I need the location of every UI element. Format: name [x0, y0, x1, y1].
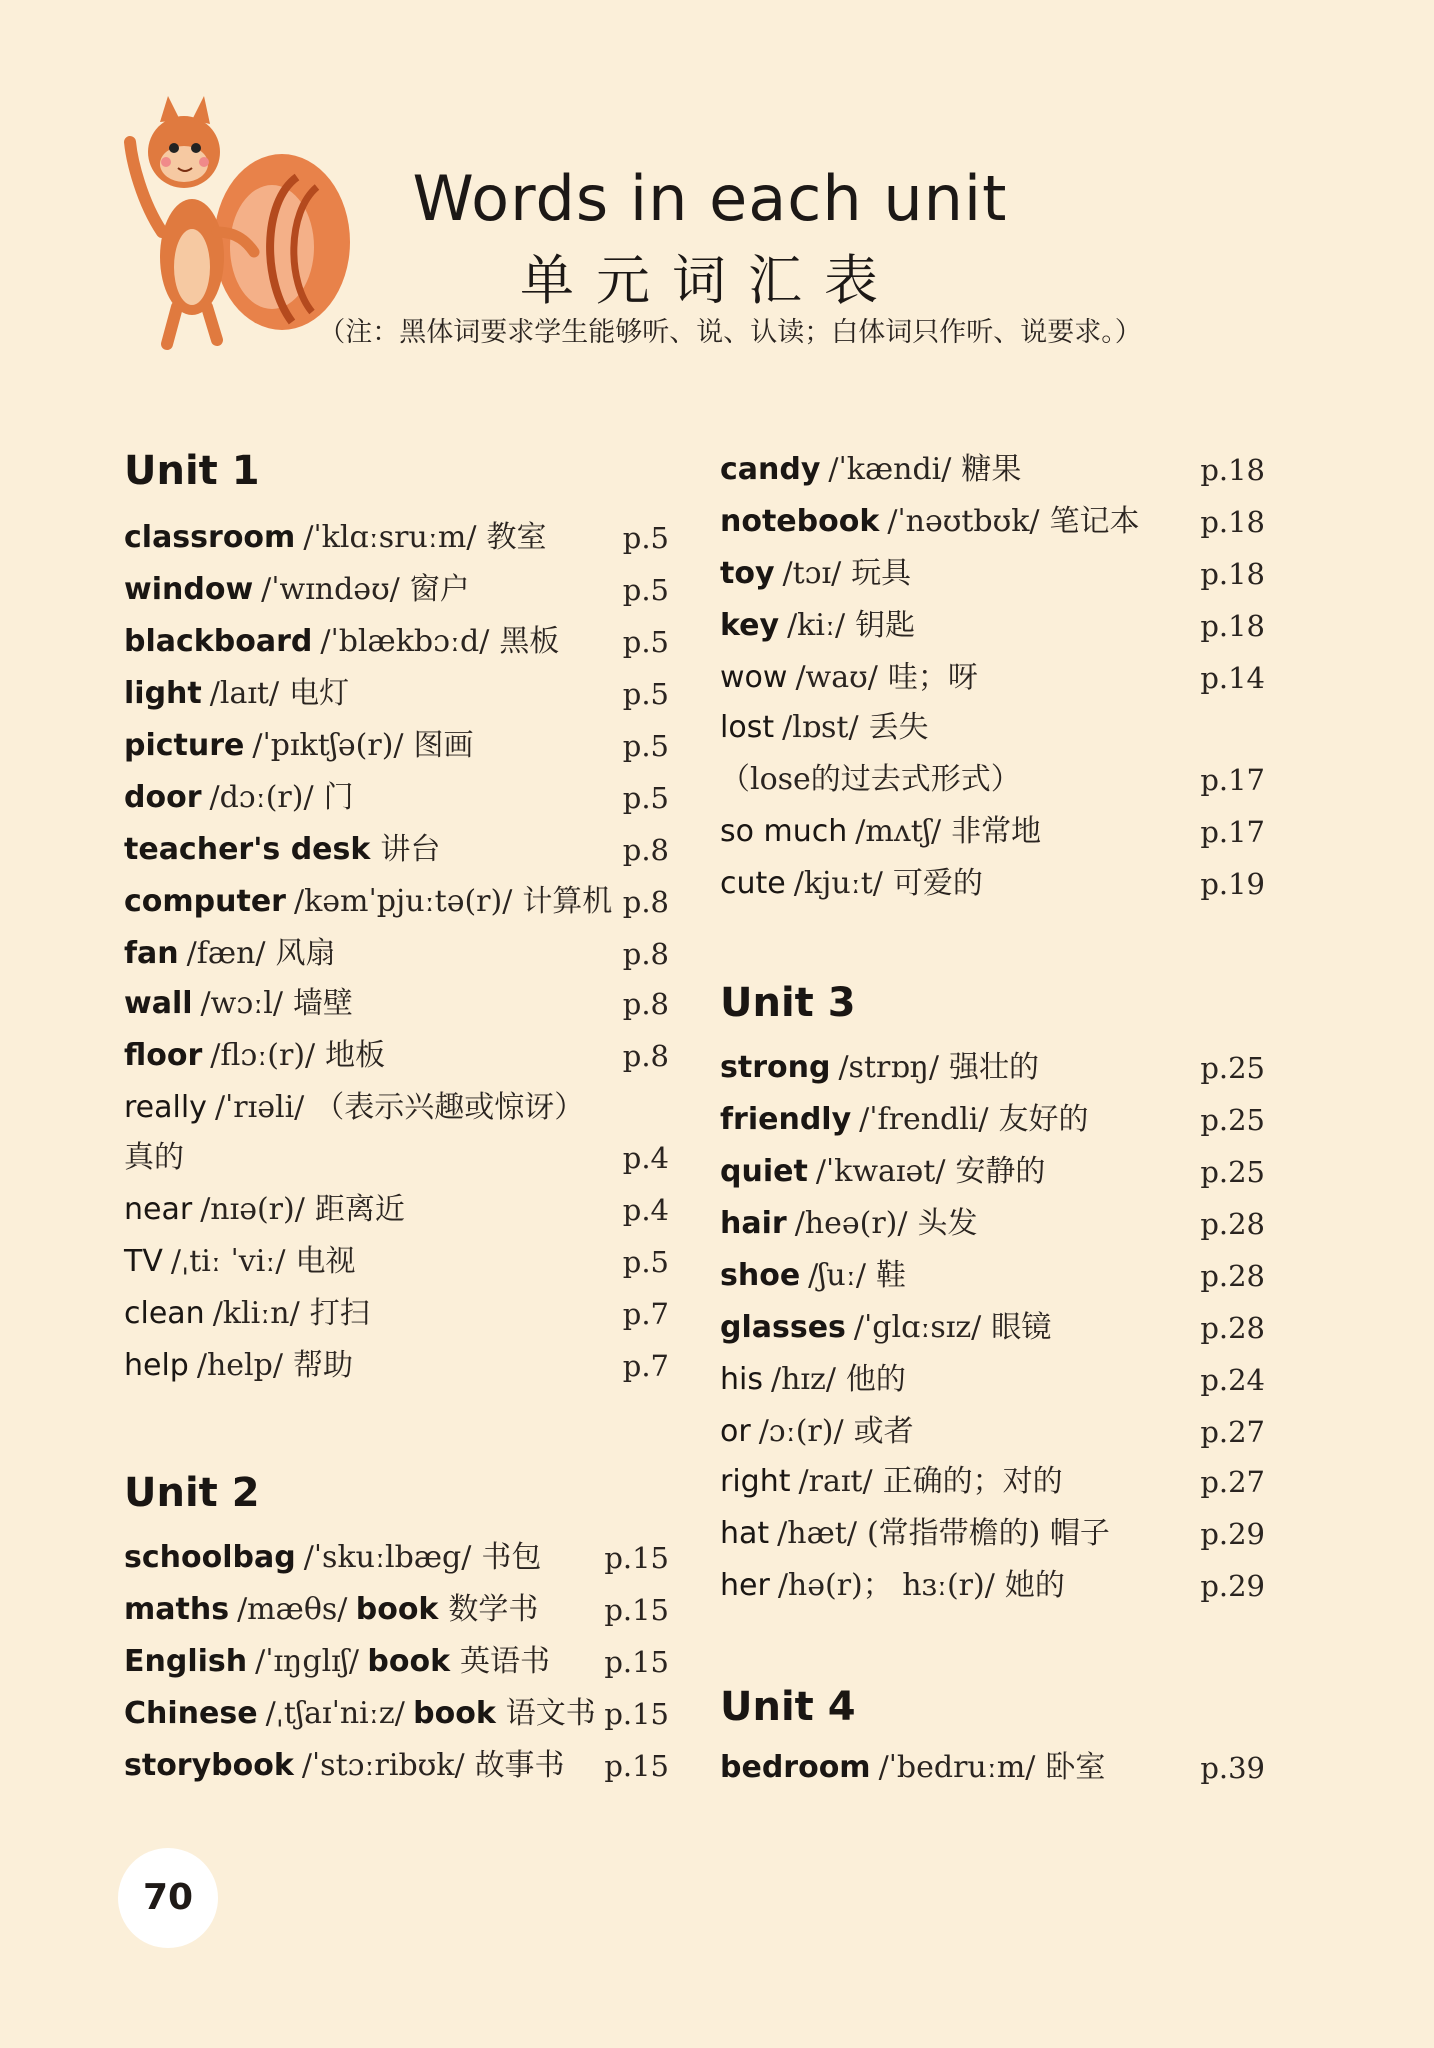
- vocab-word: blackboard: [124, 624, 313, 659]
- vocab-meaning: 哇；呀: [887, 660, 978, 695]
- vocab-word: bedroom: [720, 1750, 871, 1785]
- vocab-page: p.17: [1200, 763, 1265, 797]
- vocab-meaning: 图画: [413, 728, 474, 763]
- vocab-phonetic: /kiː/: [787, 608, 846, 643]
- vocab-entry: [720, 862, 1265, 906]
- vocab-meaning: 头发: [917, 1206, 978, 1241]
- vocab-entry: [124, 1034, 669, 1078]
- vocab-word-book: book: [355, 1592, 439, 1627]
- vocab-phonetic: /mʌtʃ/: [855, 814, 942, 849]
- vocab-meaning: 安静的: [955, 1154, 1046, 1189]
- vocab-word: glasses: [720, 1310, 846, 1345]
- vocab-page: p.5: [622, 781, 669, 815]
- vocab-entry: [720, 448, 1265, 492]
- vocab-word: his: [720, 1362, 763, 1397]
- unit-2-heading: Unit 2: [124, 1470, 260, 1516]
- vocab-page: p.29: [1200, 1569, 1265, 1603]
- vocab-word: English: [124, 1644, 248, 1679]
- vocab-phonetic: /mæθs/: [237, 1592, 348, 1627]
- vocab-entry: [124, 982, 669, 1026]
- vocab-meaning: 教室: [486, 520, 547, 555]
- vocab-word: quiet: [720, 1154, 808, 1189]
- vocab-page: p.5: [622, 729, 669, 763]
- vocab-page: p.29: [1200, 1517, 1265, 1551]
- vocab-phonetic: /strɒŋ/: [838, 1050, 939, 1085]
- vocab-word: strong: [720, 1050, 831, 1085]
- vocab-entry: [720, 1098, 1265, 1142]
- vocab-page: p.4: [622, 1193, 669, 1227]
- vocab-entry: [124, 620, 669, 664]
- vocab-word: so much: [720, 814, 848, 849]
- vocab-entry: [124, 516, 669, 560]
- vocab-entry: [720, 1410, 1265, 1454]
- vocab-meaning: 门: [323, 780, 354, 815]
- vocab-word: really: [124, 1090, 207, 1125]
- vocab-page: p.4: [622, 1141, 669, 1175]
- vocab-phonetic: /ˈkwaɪət/: [815, 1154, 946, 1189]
- vocab-entry: [124, 1640, 669, 1684]
- vocab-word: near: [124, 1192, 193, 1227]
- vocab-page: p.28: [1200, 1207, 1265, 1241]
- vocab-entry: [124, 880, 669, 924]
- vocab-phonetic: /dɔː(r)/: [209, 780, 314, 815]
- vocab-entry: [720, 552, 1265, 596]
- vocab-page: p.8: [622, 833, 669, 867]
- vocab-word: help: [124, 1348, 189, 1383]
- vocab-meaning: 计算机: [522, 884, 613, 919]
- vocab-page: p.25: [1200, 1051, 1265, 1085]
- vocab-word: shoe: [720, 1258, 801, 1293]
- vocab-phonetic: /kjuːt/: [793, 866, 883, 901]
- vocab-entry: [720, 1046, 1265, 1090]
- vocab-page: p.8: [622, 987, 669, 1021]
- vocab-page: p.28: [1200, 1259, 1265, 1293]
- unit-4-heading: Unit 4: [720, 1684, 856, 1730]
- vocab-page: p.8: [622, 885, 669, 919]
- vocab-page: p.8: [622, 937, 669, 971]
- vocab-meaning: 电灯: [289, 676, 350, 711]
- vocab-page: p.5: [622, 625, 669, 659]
- vocab-page: p.24: [1200, 1363, 1265, 1397]
- vocab-entry: [720, 1306, 1265, 1350]
- vocab-word: fan: [124, 936, 179, 971]
- vocab-entry: [720, 706, 1265, 750]
- vocab-phonetic: /ˈskuːlbæg/: [303, 1540, 472, 1575]
- vocab-page: p.25: [1200, 1103, 1265, 1137]
- vocab-word: or: [720, 1414, 751, 1449]
- vocab-phonetic: /hæt/: [777, 1516, 857, 1551]
- vocab-phonetic: /lɒst/: [782, 710, 859, 745]
- vocab-phonetic: /heə(r)/: [794, 1206, 908, 1241]
- vocab-entry: [124, 1744, 669, 1788]
- vocab-phonetic: /ˈɪŋglɪʃ/: [255, 1644, 360, 1679]
- vocab-phonetic: /ˈglɑːsɪz/: [853, 1310, 982, 1345]
- vocab-meaning: 玩具: [851, 556, 912, 591]
- vocab-entry: [720, 1254, 1265, 1298]
- vocab-entry: [124, 724, 669, 768]
- vocab-entry: [124, 568, 669, 612]
- vocab-meaning: 墙壁: [292, 986, 353, 1021]
- page-title-english: Words in each unit: [412, 162, 1008, 235]
- vocab-word: wall: [124, 986, 193, 1021]
- vocab-page: p.7: [622, 1297, 669, 1331]
- vocab-page: p.14: [1200, 661, 1265, 695]
- vocab-word: clean: [124, 1296, 205, 1331]
- vocab-meaning: 丢失: [868, 710, 929, 745]
- vocab-page: p.15: [604, 1749, 669, 1783]
- vocab-page: p.27: [1200, 1465, 1265, 1499]
- vocab-phonetic: /kəmˈpjuːtə(r)/: [293, 884, 513, 919]
- vocab-meaning: 故事书: [474, 1748, 565, 1783]
- vocab-entry: [720, 1564, 1265, 1608]
- vocab-word: schoolbag: [124, 1540, 296, 1575]
- vocab-entry: [124, 828, 669, 872]
- vocab-page: p.5: [622, 521, 669, 555]
- vocab-entry: [720, 604, 1265, 648]
- vocab-phonetic: /raɪt/: [798, 1464, 873, 1499]
- vocab-page: p.28: [1200, 1311, 1265, 1345]
- vocab-entry: [124, 776, 669, 820]
- vocab-page: p.19: [1200, 867, 1265, 901]
- vocab-meaning: 打扫: [309, 1296, 370, 1331]
- vocab-phonetic: /ˌtiː ˈviː/: [170, 1244, 286, 1279]
- vocab-meaning: 电视: [295, 1244, 356, 1279]
- vocab-entry: [720, 1746, 1265, 1790]
- vocab-meaning: 讲台: [380, 832, 441, 867]
- vocab-entry: [720, 1202, 1265, 1246]
- vocab-phonetic: /flɔː(r)/: [210, 1038, 316, 1073]
- vocab-meaning: 书包: [481, 1540, 542, 1575]
- vocab-page: p.39: [1200, 1751, 1265, 1785]
- vocab-meaning: 可爱的: [892, 866, 983, 901]
- vocab-word: hat: [720, 1516, 770, 1551]
- vocab-word: candy: [720, 452, 821, 487]
- vocab-phonetic: /ˈfrendli/: [859, 1102, 989, 1137]
- vocab-entry: [124, 1240, 669, 1284]
- vocab-meaning: 风扇: [275, 936, 336, 971]
- vocab-phonetic: /ˌtʃaɪˈniːz/: [265, 1696, 405, 1731]
- vocab-word: toy: [720, 556, 775, 591]
- vocab-entry: [124, 1292, 669, 1336]
- vocab-word: lost: [720, 710, 775, 745]
- vocab-word: cute: [720, 866, 786, 901]
- vocab-phonetic: /ˈpɪktʃə(r)/: [252, 728, 404, 763]
- vocab-word: classroom: [124, 520, 296, 555]
- unit-3-heading: Unit 3: [720, 980, 856, 1026]
- unit-1-heading: Unit 1: [124, 448, 260, 494]
- vocab-entry: [124, 1588, 669, 1632]
- vocab-page: p.5: [622, 573, 669, 607]
- vocab-entry: [124, 932, 669, 976]
- vocab-entry: [124, 1086, 669, 1130]
- vocab-entry: [720, 500, 1265, 544]
- vocab-meaning: 英语书: [460, 1644, 551, 1679]
- vocab-page: p.25: [1200, 1155, 1265, 1189]
- vocab-page: p.17: [1200, 815, 1265, 849]
- vocab-phonetic: /ˈbedruːm/: [878, 1750, 1036, 1785]
- vocab-word: door: [124, 780, 202, 815]
- vocab-meaning: 真的: [124, 1140, 184, 1175]
- page-title-chinese: 单元词汇表: [520, 249, 900, 312]
- vocab-word: light: [124, 676, 202, 711]
- vocab-meaning: 数学书: [448, 1592, 539, 1627]
- vocab-meaning: 他的: [845, 1362, 906, 1397]
- vocab-meaning: 正确的；对的: [882, 1464, 1063, 1499]
- vocab-entry: [720, 1358, 1265, 1402]
- vocab-phonetic: /tɔɪ/: [782, 556, 842, 591]
- vocab-phonetic: /laɪt/: [209, 676, 280, 711]
- vocab-word: TV: [124, 1244, 163, 1279]
- vocab-word: her: [720, 1568, 770, 1603]
- vocab-word: storybook: [124, 1748, 294, 1783]
- vocab-phonetic: /ʃuː/: [808, 1258, 866, 1293]
- vocab-word: window: [124, 572, 254, 607]
- vocab-entry: [720, 1512, 1265, 1556]
- vocab-page: p.18: [1200, 505, 1265, 539]
- vocab-phonetic: /hɪz/: [770, 1362, 836, 1397]
- vocab-word: right: [720, 1464, 791, 1499]
- vocab-phonetic: /ˈkændi/: [828, 452, 952, 487]
- vocab-entry-continued: [124, 1136, 669, 1180]
- vocab-word: floor: [124, 1038, 203, 1073]
- vocab-phonetic: /waʊ/: [795, 660, 878, 695]
- vocab-entry: [720, 656, 1265, 700]
- vocab-page: p.5: [622, 1245, 669, 1279]
- vocab-phonetic: /ˈstɔːribʊk/: [301, 1748, 465, 1783]
- vocab-meaning: 窗户: [409, 572, 470, 607]
- vocab-entry-continued: [720, 758, 1265, 802]
- vocab-entry: [124, 1344, 669, 1388]
- vocab-meaning: 黑板: [499, 624, 560, 659]
- vocab-phonetic: /ɔː(r)/: [758, 1414, 844, 1449]
- vocab-meaning: 帮助: [292, 1348, 353, 1383]
- vocab-page: p.15: [604, 1593, 669, 1627]
- vocab-meaning: （lose的过去式形式）: [720, 762, 1021, 797]
- vocab-phonetic: /fæn/: [186, 936, 266, 971]
- vocab-word: notebook: [720, 504, 880, 539]
- vocab-entry: [124, 1536, 669, 1580]
- vocab-meaning: 距离近: [314, 1192, 405, 1227]
- page-number: 70: [118, 1848, 218, 1948]
- vocab-meaning: 她的: [1004, 1568, 1065, 1603]
- vocab-word: key: [720, 608, 780, 643]
- vocab-meaning: 钥匙: [855, 608, 916, 643]
- vocab-phonetic: /hə(r)； hɜː(r)/: [777, 1568, 995, 1603]
- vocab-phonetic: /help/: [196, 1348, 283, 1383]
- vocab-meaning: 糖果: [961, 452, 1022, 487]
- vocab-meaning: 语文书: [505, 1696, 596, 1731]
- vocab-page: p.18: [1200, 453, 1265, 487]
- vocab-meaning: (常指带檐的) 帽子: [866, 1516, 1110, 1551]
- vocab-word-book: book: [413, 1696, 496, 1731]
- vocab-phonetic: /kliːn/: [212, 1296, 300, 1331]
- vocab-page: p.5: [622, 677, 669, 711]
- vocab-entry: [720, 1460, 1265, 1504]
- vocab-meaning: 卧室: [1045, 1750, 1106, 1785]
- vocab-phonetic: /ˈnəʊtbʊk/: [887, 504, 1040, 539]
- vocab-phonetic: /ˈwɪndəʊ/: [261, 572, 400, 607]
- vocab-word: hair: [720, 1206, 787, 1241]
- vocab-meaning: 地板: [325, 1038, 386, 1073]
- vocab-word: computer: [124, 884, 286, 919]
- vocab-phonetic: /wɔːl/: [200, 986, 283, 1021]
- vocab-meaning: 鞋: [875, 1258, 906, 1293]
- vocab-meaning: 强壮的: [948, 1050, 1039, 1085]
- vocab-page: p.15: [604, 1541, 669, 1575]
- vocab-entry: [124, 672, 669, 716]
- vocab-page: p.15: [604, 1645, 669, 1679]
- vocab-phonetic: /ˈklɑːsruːm/: [303, 520, 477, 555]
- vocab-word: wow: [720, 660, 788, 695]
- vocab-meaning: 非常地: [951, 814, 1042, 849]
- vocab-phonetic: /nɪə(r)/: [200, 1192, 305, 1227]
- vocab-page: p.27: [1200, 1415, 1265, 1449]
- vocab-meaning: 眼镜: [991, 1310, 1052, 1345]
- page-note: （注：黑体词要求学生能够听、说、认读；白体词只作听、说要求。）: [318, 317, 1142, 348]
- vocab-word: picture: [124, 728, 245, 763]
- vocab-word: Chinese: [124, 1696, 258, 1731]
- vocab-entry: [720, 1150, 1265, 1194]
- vocab-entry: [720, 810, 1265, 854]
- vocab-word: friendly: [720, 1102, 852, 1137]
- vocab-page: p.7: [622, 1349, 669, 1383]
- vocab-meaning: （表示兴趣或惊讶）: [314, 1090, 585, 1125]
- vocab-page: p.8: [622, 1039, 669, 1073]
- vocab-meaning: 笔记本: [1049, 504, 1140, 539]
- vocab-word: teacher's desk: [124, 832, 371, 867]
- vocab-word: maths: [124, 1592, 230, 1627]
- vocab-word-book: book: [367, 1644, 451, 1679]
- vocab-meaning: 或者: [853, 1414, 914, 1449]
- vocab-page: p.15: [604, 1697, 669, 1731]
- vocab-phonetic: /ˈrɪəli/: [214, 1090, 305, 1125]
- vocab-entry: [124, 1188, 669, 1232]
- vocab-phonetic: /ˈblækbɔːd/: [320, 624, 490, 659]
- vocab-page: p.18: [1200, 557, 1265, 591]
- vocab-entry: [124, 1692, 669, 1736]
- vocab-page: p.18: [1200, 609, 1265, 643]
- vocab-meaning: 友好的: [998, 1102, 1089, 1137]
